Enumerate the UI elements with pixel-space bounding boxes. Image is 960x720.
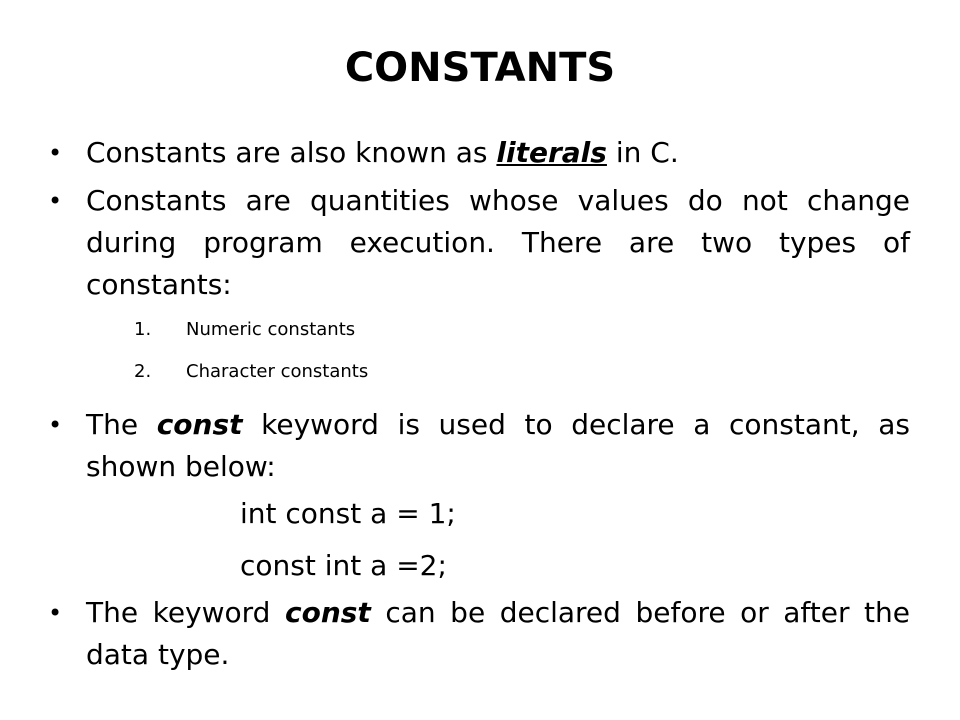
literals-term: literals <box>496 136 607 169</box>
code-example-line: const int a =2; <box>240 549 447 582</box>
bullet-text: Constants are quantities whose values do not change during program execution. There are two types of constants: <box>86 184 910 301</box>
code-example-line: int const a = 1; <box>240 497 456 530</box>
slide-title: CONSTANTS <box>344 45 616 91</box>
const-keyword: const <box>284 596 371 629</box>
bullet-text-after: can be declared before or after the data type. <box>86 596 910 671</box>
list-item-label: Numeric constants <box>186 319 356 340</box>
constant-types-list <box>48 320 910 384</box>
list-item <box>134 362 910 384</box>
const-keyword: const <box>156 408 243 441</box>
bullet-definition <box>48 180 910 306</box>
bullet-const-keyword <box>48 404 910 488</box>
bullet-icon: • <box>48 187 63 215</box>
bullet-list <box>48 132 910 676</box>
bullet-icon: • <box>48 139 63 167</box>
bullet-text-before: Constants are also known as <box>86 136 497 169</box>
list-item-label: Character constants <box>186 361 369 382</box>
bullet-declaration-order <box>48 592 910 676</box>
bullet-text-before: The <box>86 408 157 441</box>
bullet-text-after: keyword is used to declare a constant, as shown below: <box>86 408 910 483</box>
bullet-icon: • <box>48 411 63 439</box>
bullet-text-before: The keyword <box>86 596 285 629</box>
bullet-literals <box>48 132 910 174</box>
list-number: 2. <box>134 361 152 382</box>
bullet-text-after: in C. <box>606 136 679 169</box>
list-number: 1. <box>134 319 152 340</box>
bullet-icon: • <box>48 599 63 627</box>
list-item <box>134 320 910 342</box>
